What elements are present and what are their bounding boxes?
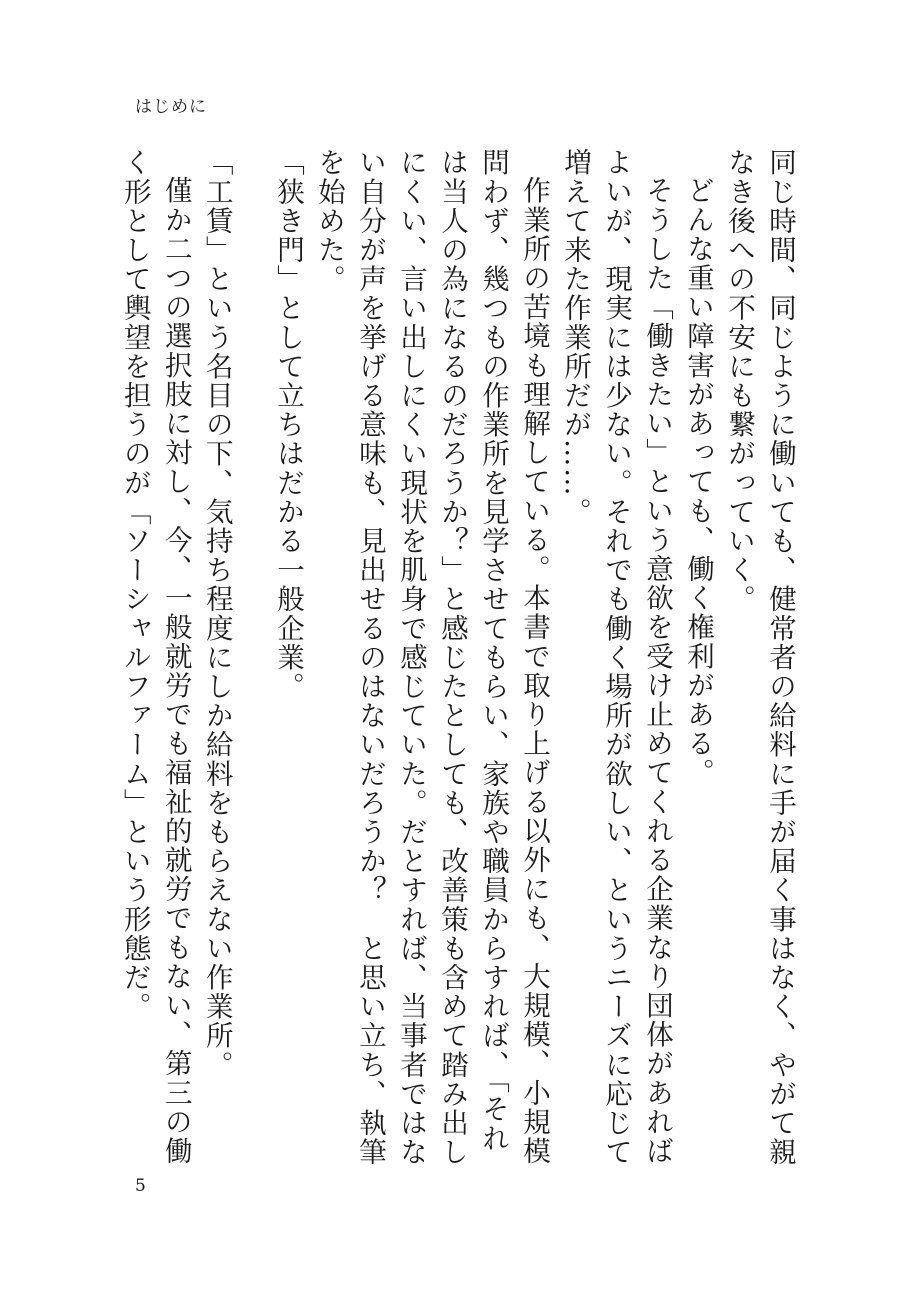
body-text [120, 148, 800, 1168]
paragraph-7: 僅か二つの選択肢に対し、今、一般就労でも福祉的就労でもない、第三の働く形として輿望を担うのが「ソーシャルファーム」という形態だ。 [118, 148, 192, 1165]
running-head: はじめに [135, 97, 207, 117]
page-number: 5 [135, 1176, 146, 1196]
paragraph-4: 作業所の苦境も理解している。本書で取り上げる以外にも、大規模、小規模問わず、幾つもの作業所を見学させてもらい、家族や職員からすれば、「それは当人の為になるのだろうか？」と感じたとしても、改善策も含めて踏み出しにくい、言い出しにくい現状を肌身で感じていた。だとすれば、当事者ではない自分が声を挙げる意味も、見出せるのはないだろうか？ と思い立ち、執筆を始めた。 [313, 148, 550, 1167]
paragraph-2: どんな重い障害があっても、働く権利がある。 [682, 175, 714, 787]
paragraph-6: 「工賃」という名目の下、気持ち程度にしか給料をもらえない作業所。 [200, 148, 233, 1080]
paragraph-3: そうした「働きたい」という意欲を受け止めてくれる企業なり団体があればよいが、現実には少ない。それでも働く場所が欲しい、というニーズに応じて増えて来た作業所だが……。 [559, 148, 673, 1167]
paragraph-1: 同じ時間、同じように働いても、健常者の給料に手が届く事はなく、やがて親なき後への不安にも繋がっていく。 [723, 148, 796, 1167]
paragraph-5: 「狭き門」として立ちはだかる一般企業。 [272, 148, 304, 701]
